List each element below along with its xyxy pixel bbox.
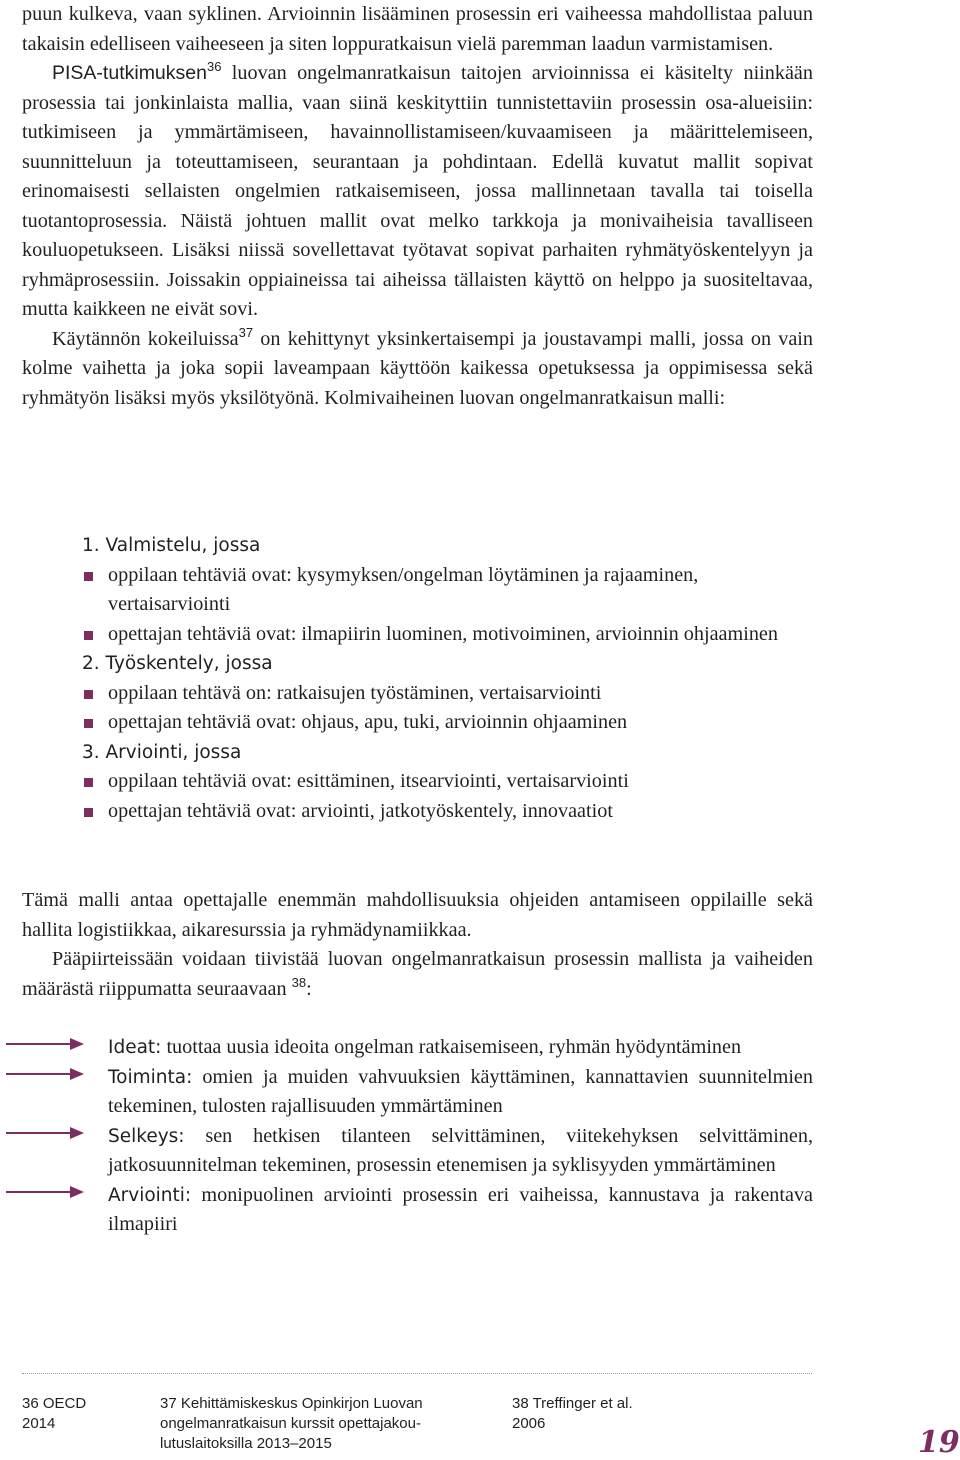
paragraph-4: Tämä malli antaa opettajalle enemmän mahdollisuuksia ohjeiden antamiseen oppilaille sekä hallita logistiikkaa, aikaresurssia ja ryhmädynamiikkaa. [22,889,813,941]
summary-text: sen hetkisen tilanteen selvittäminen, viitekehyksen selvittäminen, jatkosuunnitelman tekeminen, prosessin etenemisen ja syklisyyden ymmärtäminen [108,1124,813,1176]
summary-item-ideat [0,1033,813,1063]
list-item-text: oppilaan tehtäviä ovat: kysymyksen/ongelman löytäminen ja rajaaminen, vertaisarviointi [108,563,699,615]
three-phase-model [82,531,822,826]
footnote-ref-37: 37 [238,324,254,340]
after-model-text [22,886,813,1004]
paragraph-1: puun kulkeva, vaan syklinen. Arvioinnin lisääminen prosessin eri vaiheessa mahdollistaa paluun takaisin edelliseen vaiheeseen ja siten loppuratkaisun vielä paremman laadun varmistamisen. [22,3,813,55]
list-item [82,708,822,738]
right-arrow-icon [6,1067,84,1081]
right-arrow-icon [6,1126,84,1140]
footnote-ref-38: 38 [291,974,307,990]
paragraph-5 [22,945,813,1004]
pisa-term: PISA-tutkimuksen [52,62,207,84]
summary-text: monipuolinen arviointi prosessin eri vaiheissa, kannustava ja rakentava ilmapiiri [108,1183,813,1235]
summary-term: Arviointi: [108,1184,192,1206]
footnote-38: 38 Treffinger et al. 2006 [512,1395,633,1432]
summary-term: Ideat: [108,1037,162,1058]
right-arrow-icon [6,1185,84,1199]
square-bullet-icon [84,572,93,581]
step-2 [82,649,822,738]
list-item-text: opettajan tehtäviä ovat: arviointi, jatkotyöskentely, innovaatiot [108,799,613,822]
paragraph-5-body: Pääpiirteissään voidaan tiivistää luovan ongelmanratkaisun prosessin mallista ja vaiheiden määrästä riippumatta seuraavaan [22,948,813,1000]
paragraph-3 [22,325,813,414]
summary-term: Toiminta: [108,1066,193,1088]
square-bullet-icon [84,778,93,787]
right-arrow-icon [6,1037,84,1051]
square-bullet-icon [84,690,93,699]
page-number: 19 [918,1425,960,1460]
list-item [82,679,822,709]
summary-text: omien ja muiden vahvuuksien käyttäminen, kannattavien suunnitelmien tekeminen, tulosten rajallisuuden ymmärtäminen [108,1065,813,1117]
paragraph-2-body: luovan ongelmanratkaisun taitojen arvioinnissa ei käsitelty niinkään prosessia tai jonkinlaista mallia, vaan siinä keskityttiin tunnistettaviin prosessin osa-alueisiin: tutkimiseen ja ymmärtämiseen, havainnollistamiseen/kuvaamiseen ja määrittelemiseen, suunnitteluun ja toteuttamiseen, seurantaan ja pohdintaan. Edellä kuvatut mallit sopivat erinomaisesti sellaisten ongelmien ratkaisemiseen, jossa mallinnetaan tavalla tai toisella tuotantoprosessia. Näistä johtuen mallit ovat melko tarkkoja ja monivaiheisia tavalliseen kouluopetukseen. Lisäksi niissä sovellettavat työtavat sopivat parhaiten ryhmätyöskentelyyn ja ryhmäprosessiin. Joissakin oppiaineissa tai aiheissa tällaisten käyttö on helppo ja suositeltavaa, mutta kaikkeen ne eivät sovi. [22,62,813,320]
step-heading: 1. Valmistelu, jossa [82,535,261,556]
square-bullet-icon [84,719,93,728]
paragraph-5-end: : [306,977,312,1000]
list-item-text: oppilaan tehtäviä ovat: esittäminen, itsearviointi, vertaisarviointi [108,770,629,792]
square-bullet-icon [84,631,93,640]
summary-list [0,1033,830,1240]
list-item [82,797,822,827]
paragraph-3-lead: Käytännön kokeiluissa [52,327,239,350]
footnote-36: 36 OECD 2014 [22,1395,87,1432]
footnote-divider [22,1373,812,1374]
paragraph-3-body: on kehittynyt yksinkertaisempi ja joustavampi malli, jossa on vain kolme vaihetta ja joka sopii laveampaan käyttöön kaikessa opetuksessa ja oppimisessa sekä ryhmätyön lisäksi myös yksilötyönä. Kolmivaiheinen luovan ongelmanratkaisun malli: [22,327,813,409]
footnote-ref-36: 36 [206,59,222,74]
step-1 [82,531,822,649]
step-heading: 3. Arviointi, jossa [82,741,242,763]
step-heading: 2. Työskentely, jossa [82,653,273,674]
summary-term: Selkeys: [108,1125,185,1147]
square-bullet-icon [84,808,93,817]
summary-item-toiminta [0,1063,813,1122]
list-item [82,767,822,797]
summary-item-selkeys [0,1122,813,1181]
list-item-text: opettajan tehtäviä ovat: ohjaus, apu, tuki, arvioinnin ohjaaminen [108,711,628,733]
summary-item-arviointi [0,1181,813,1240]
step-3 [82,738,822,827]
list-item-text: opettajan tehtäviä ovat: ilmapiirin luominen, motivoiminen, arvioinnin ohjaaminen [108,622,778,645]
summary-text: tuottaa uusia ideoita ongelman ratkaisemiseen, ryhmän hyödyntäminen [161,1036,742,1058]
list-item [82,620,822,650]
list-item-text: oppilaan tehtävä on: ratkaisujen työstäminen, vertaisarviointi [108,681,602,704]
footnote-37: 37 Kehittämiskeskus Opinkirjon Luovan ongelmanratkaisun kurssit opettajakou- lutuslaitoksilla 2013–2015 [160,1395,423,1452]
list-item [82,561,822,620]
paragraph-2 [22,59,813,325]
intro-text [22,0,813,413]
